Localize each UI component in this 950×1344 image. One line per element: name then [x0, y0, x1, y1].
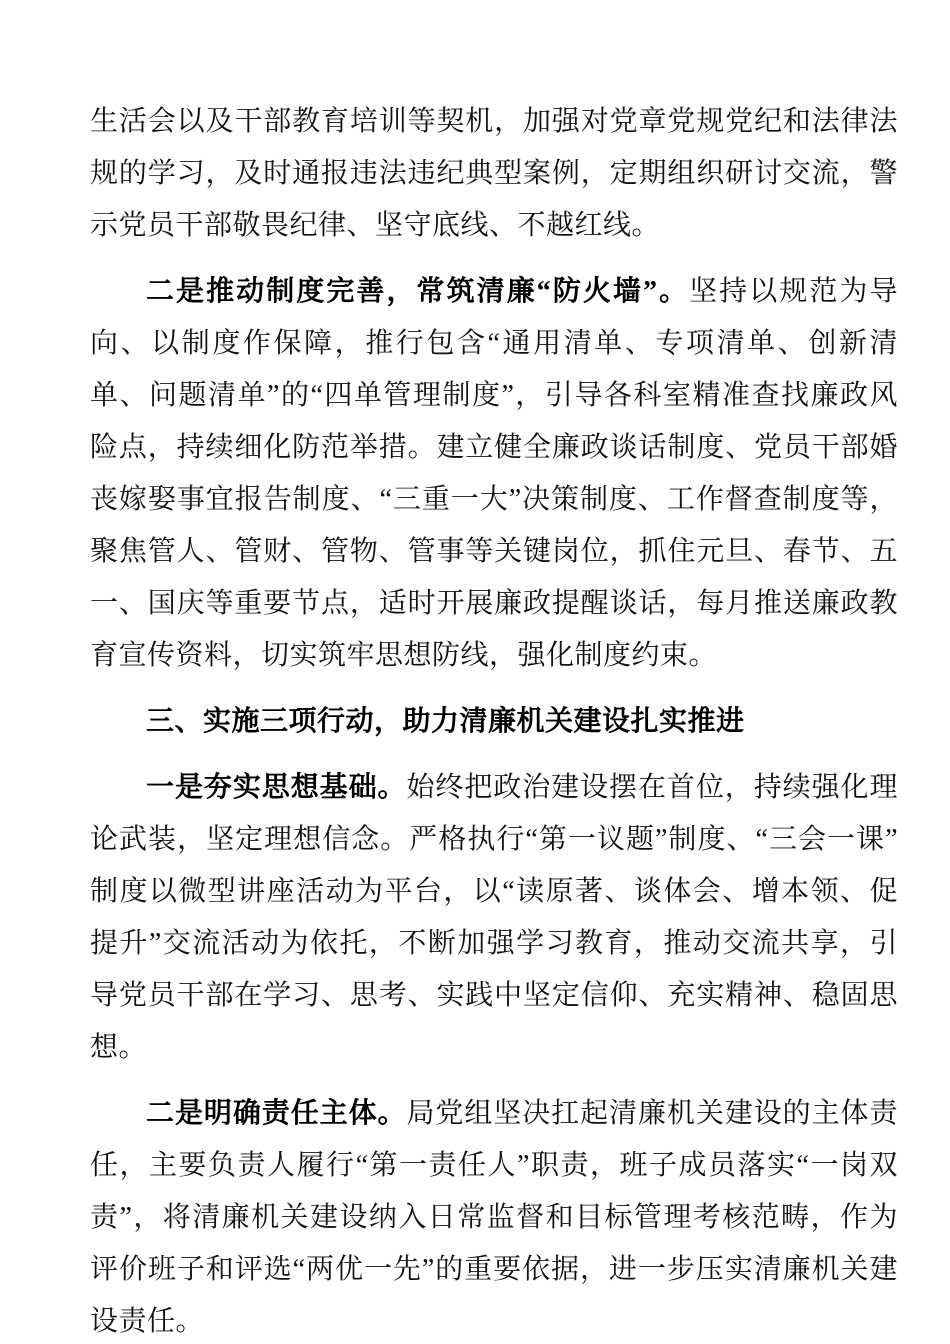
- paragraph-responsibility: [90, 1088, 898, 1344]
- paragraph-institutional-improvement: [90, 266, 898, 682]
- paragraph-lead: 一是夯实思想基础。: [146, 772, 407, 803]
- document-body: [90, 96, 898, 1344]
- paragraph-text: 局党组坚决扛起清廉机关建设的主体责任，主要负责人履行“第一责任人”职责，班子成员落实“一岗双责”，将清廉机关建设纳入日常监督和目标管理考核范畴，作为评价班子和评选“两优一先”的重要依据，进一步压实清廉机关建设责任。: [90, 1098, 898, 1337]
- paragraph-lead: 二是明确责任主体。: [146, 1098, 407, 1129]
- section-heading: 三、实施三项行动，助力清廉机关建设扎实推进: [146, 706, 745, 737]
- paragraph-ideological-foundation: [90, 762, 898, 1074]
- paragraph-text: 生活会以及干部教育培训等契机，加强对党章党规党纪和法律法规的学习，及时通报违法违纪典型案例，定期组织研讨交流，警示党员干部敬畏纪律、坚守底线、不越红线。: [90, 106, 898, 241]
- paragraph-continuation: [90, 96, 898, 252]
- paragraph-text: 始终把政治建设摆在首位，持续强化理论武装，坚定理想信念。严格执行“第一议题”制度、“三会一课”制度以微型讲座活动为平台，以“读原著、谈体会、增本领、促提升”交流活动为依托，不断加强学习教育，推动交流共享，引导党员干部在学习、思考、实践中坚定信仰、充实精神、稳固思想。: [90, 772, 898, 1063]
- paragraph-text: 坚持以规范为导向、以制度作保障，推行包含“通用清单、专项清单、创新清单、问题清单”的“四单管理制度”，引导各科室精准查找廉政风险点，持续细化防范举措。建立健全廉政谈话制度、党员干部婚丧嫁娶事宜报告制度、“三重一大”决策制度、工作督查制度等，聚焦管人、管财、管物、管事等关键岗位，抓住元旦、春节、五一、国庆等重要节点，适时开展廉政提醒谈话，每月推送廉政教育宣传资料，切实筑牢思想防线，强化制度约束。: [90, 276, 898, 671]
- paragraph-lead: 二是推动制度完善，常筑清廉“防火墙”。: [146, 276, 690, 307]
